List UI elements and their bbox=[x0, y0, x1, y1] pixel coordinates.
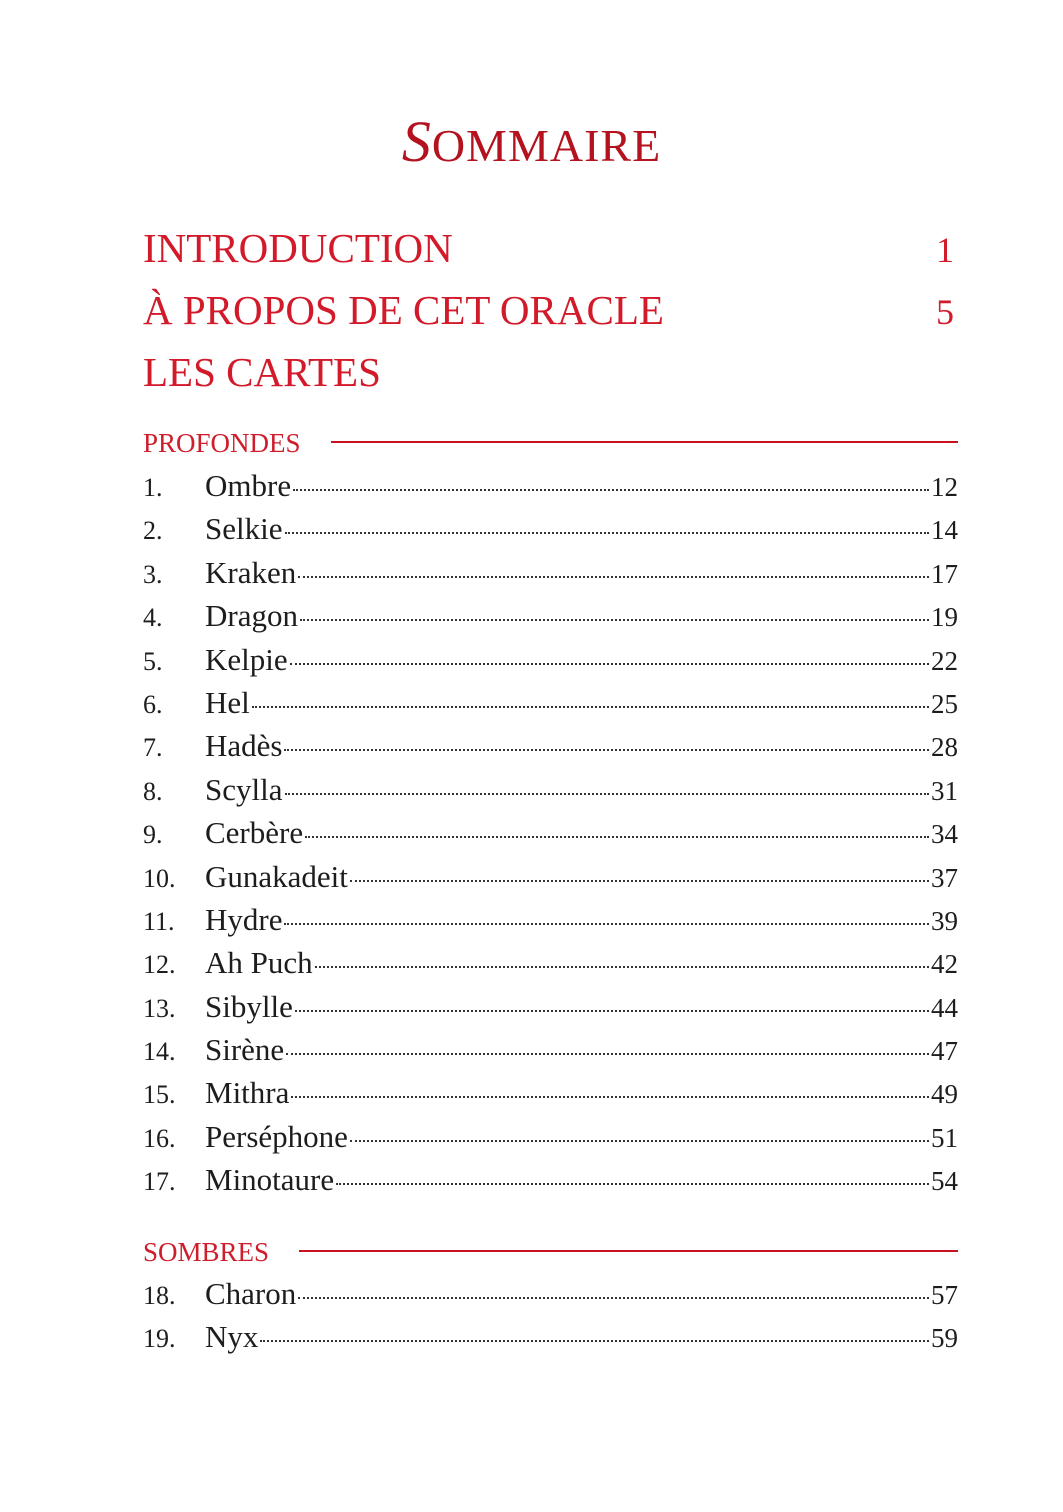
page-title bbox=[0, 108, 1063, 175]
entry-page: 19 bbox=[931, 602, 958, 633]
entry-number: 6. bbox=[143, 689, 163, 719]
toc-entry[interactable] bbox=[143, 902, 958, 945]
entry-number: 10. bbox=[143, 863, 176, 893]
entry-number: 14. bbox=[143, 1037, 176, 1067]
dot-leader bbox=[291, 1096, 929, 1098]
entry-page: 59 bbox=[931, 1323, 958, 1354]
main-entry-page: 1 bbox=[936, 230, 954, 270]
entry-number: 12. bbox=[143, 950, 176, 980]
dot-leader bbox=[298, 576, 929, 578]
entry-name: Scylla bbox=[205, 771, 283, 807]
section-header-sombres bbox=[143, 1237, 958, 1268]
entry-page: 31 bbox=[931, 775, 958, 806]
toc-entry[interactable] bbox=[143, 598, 958, 641]
toc-entry[interactable] bbox=[143, 642, 958, 685]
entry-page: 42 bbox=[931, 949, 958, 980]
entry-page: 57 bbox=[931, 1280, 958, 1310]
toc-entry[interactable] bbox=[143, 859, 958, 902]
entry-number: 9. bbox=[143, 820, 163, 850]
toc-entry[interactable] bbox=[143, 1032, 958, 1075]
entry-page: 54 bbox=[931, 1166, 958, 1197]
page-title-rest: OMMAIRE bbox=[431, 120, 662, 171]
main-entry-label: LES CARTES bbox=[143, 349, 381, 395]
section-label: SOMBRES bbox=[143, 1237, 270, 1267]
section-rule bbox=[331, 441, 958, 443]
dot-leader bbox=[286, 1053, 929, 1055]
dot-leader bbox=[284, 923, 929, 925]
entry-name: Mithra bbox=[205, 1075, 290, 1111]
entry-page: 17 bbox=[931, 558, 958, 589]
entry-name: Dragon bbox=[205, 598, 298, 634]
section-header-profondes bbox=[143, 428, 958, 459]
entry-page: 12 bbox=[931, 472, 958, 502]
entry-number: 16. bbox=[143, 1123, 176, 1153]
dot-leader bbox=[290, 663, 929, 665]
entry-number: 13. bbox=[143, 993, 176, 1023]
entry-number: 15. bbox=[143, 1080, 176, 1110]
entry-page: 37 bbox=[931, 862, 958, 893]
toc-entry[interactable] bbox=[143, 989, 958, 1032]
entry-number: 4. bbox=[143, 603, 163, 633]
entry-number: 17. bbox=[143, 1167, 176, 1197]
entry-page: 22 bbox=[931, 645, 958, 676]
entry-page: 25 bbox=[931, 688, 958, 719]
entry-number: 18. bbox=[143, 1281, 176, 1310]
entry-number: 2. bbox=[143, 516, 163, 546]
entry-page: 44 bbox=[931, 992, 958, 1023]
entry-name: Kelpie bbox=[205, 641, 288, 677]
dot-leader bbox=[285, 793, 930, 795]
toc-main-entry-les-cartes[interactable] bbox=[143, 348, 960, 396]
dot-leader bbox=[285, 532, 930, 534]
entry-name: Hel bbox=[205, 684, 250, 720]
dot-leader bbox=[350, 1140, 929, 1142]
main-entry-page: 5 bbox=[936, 292, 954, 332]
toc-entry[interactable] bbox=[143, 685, 958, 728]
entry-name: Perséphone bbox=[205, 1118, 348, 1154]
toc-entry[interactable] bbox=[143, 555, 958, 598]
toc-entry[interactable] bbox=[143, 1276, 958, 1319]
entry-name: Selkie bbox=[205, 511, 283, 547]
entry-page: 49 bbox=[931, 1079, 958, 1110]
entry-name: Ah Puch bbox=[205, 945, 313, 981]
toc-entry[interactable] bbox=[143, 1075, 958, 1118]
section-label: PROFONDES bbox=[143, 428, 301, 458]
entry-name: Hydre bbox=[205, 901, 283, 937]
entry-name: Hadès bbox=[205, 728, 283, 764]
dot-leader bbox=[284, 749, 929, 751]
toc-entry[interactable] bbox=[143, 815, 958, 858]
toc-entry[interactable] bbox=[143, 511, 958, 554]
toc-entry[interactable] bbox=[143, 728, 958, 771]
toc-entry[interactable] bbox=[143, 468, 958, 511]
entry-name: Cerbère bbox=[205, 815, 304, 851]
dot-leader bbox=[350, 880, 929, 882]
entry-page: 34 bbox=[931, 819, 958, 850]
dot-leader bbox=[295, 1010, 929, 1012]
entry-page: 51 bbox=[931, 1122, 958, 1153]
dot-leader bbox=[315, 966, 929, 968]
entry-list-profondes bbox=[143, 468, 958, 1206]
dot-leader bbox=[305, 836, 929, 838]
dot-leader bbox=[298, 1297, 929, 1299]
entry-name: Ombre bbox=[205, 468, 292, 503]
entry-number: 11. bbox=[143, 906, 175, 936]
toc-entry[interactable] bbox=[143, 1119, 958, 1162]
entry-page: 39 bbox=[931, 905, 958, 936]
main-entry-label: INTRODUCTION bbox=[143, 225, 453, 271]
entry-name: Kraken bbox=[205, 554, 297, 590]
entry-number: 1. bbox=[143, 473, 163, 502]
entry-page: 14 bbox=[931, 515, 958, 546]
toc-main-entry-a-propos[interactable] bbox=[143, 286, 960, 334]
entry-page: 47 bbox=[931, 1036, 958, 1067]
entry-number: 7. bbox=[143, 733, 163, 763]
entry-name: Gunakadeit bbox=[205, 858, 348, 894]
section-rule bbox=[299, 1250, 958, 1252]
entry-page: 28 bbox=[931, 732, 958, 763]
dot-leader bbox=[300, 619, 929, 621]
entry-number: 19. bbox=[143, 1324, 176, 1354]
dot-leader bbox=[293, 489, 929, 491]
entry-name: Minotaure bbox=[205, 1162, 335, 1198]
toc-entry[interactable] bbox=[143, 772, 958, 815]
entry-number: 5. bbox=[143, 646, 163, 676]
dot-leader bbox=[336, 1183, 929, 1185]
dot-leader bbox=[252, 706, 929, 708]
entry-name: Sibylle bbox=[205, 988, 293, 1024]
toc-entry[interactable] bbox=[143, 1162, 958, 1205]
toc-main-entry-introduction[interactable] bbox=[143, 224, 960, 272]
dot-leader bbox=[260, 1340, 929, 1342]
entry-name: Sirène bbox=[205, 1032, 285, 1068]
main-entry-label: À PROPOS DE CET ORACLE bbox=[143, 287, 664, 333]
entry-number: 3. bbox=[143, 559, 163, 589]
entry-name: Nyx bbox=[205, 1319, 259, 1355]
toc-entry[interactable] bbox=[143, 945, 958, 988]
page-title-initial: S bbox=[401, 109, 432, 174]
entry-list-sombres bbox=[143, 1276, 958, 1363]
entry-number: 8. bbox=[143, 776, 163, 806]
toc-entry[interactable] bbox=[143, 1319, 958, 1362]
entry-name: Charon bbox=[205, 1276, 297, 1311]
